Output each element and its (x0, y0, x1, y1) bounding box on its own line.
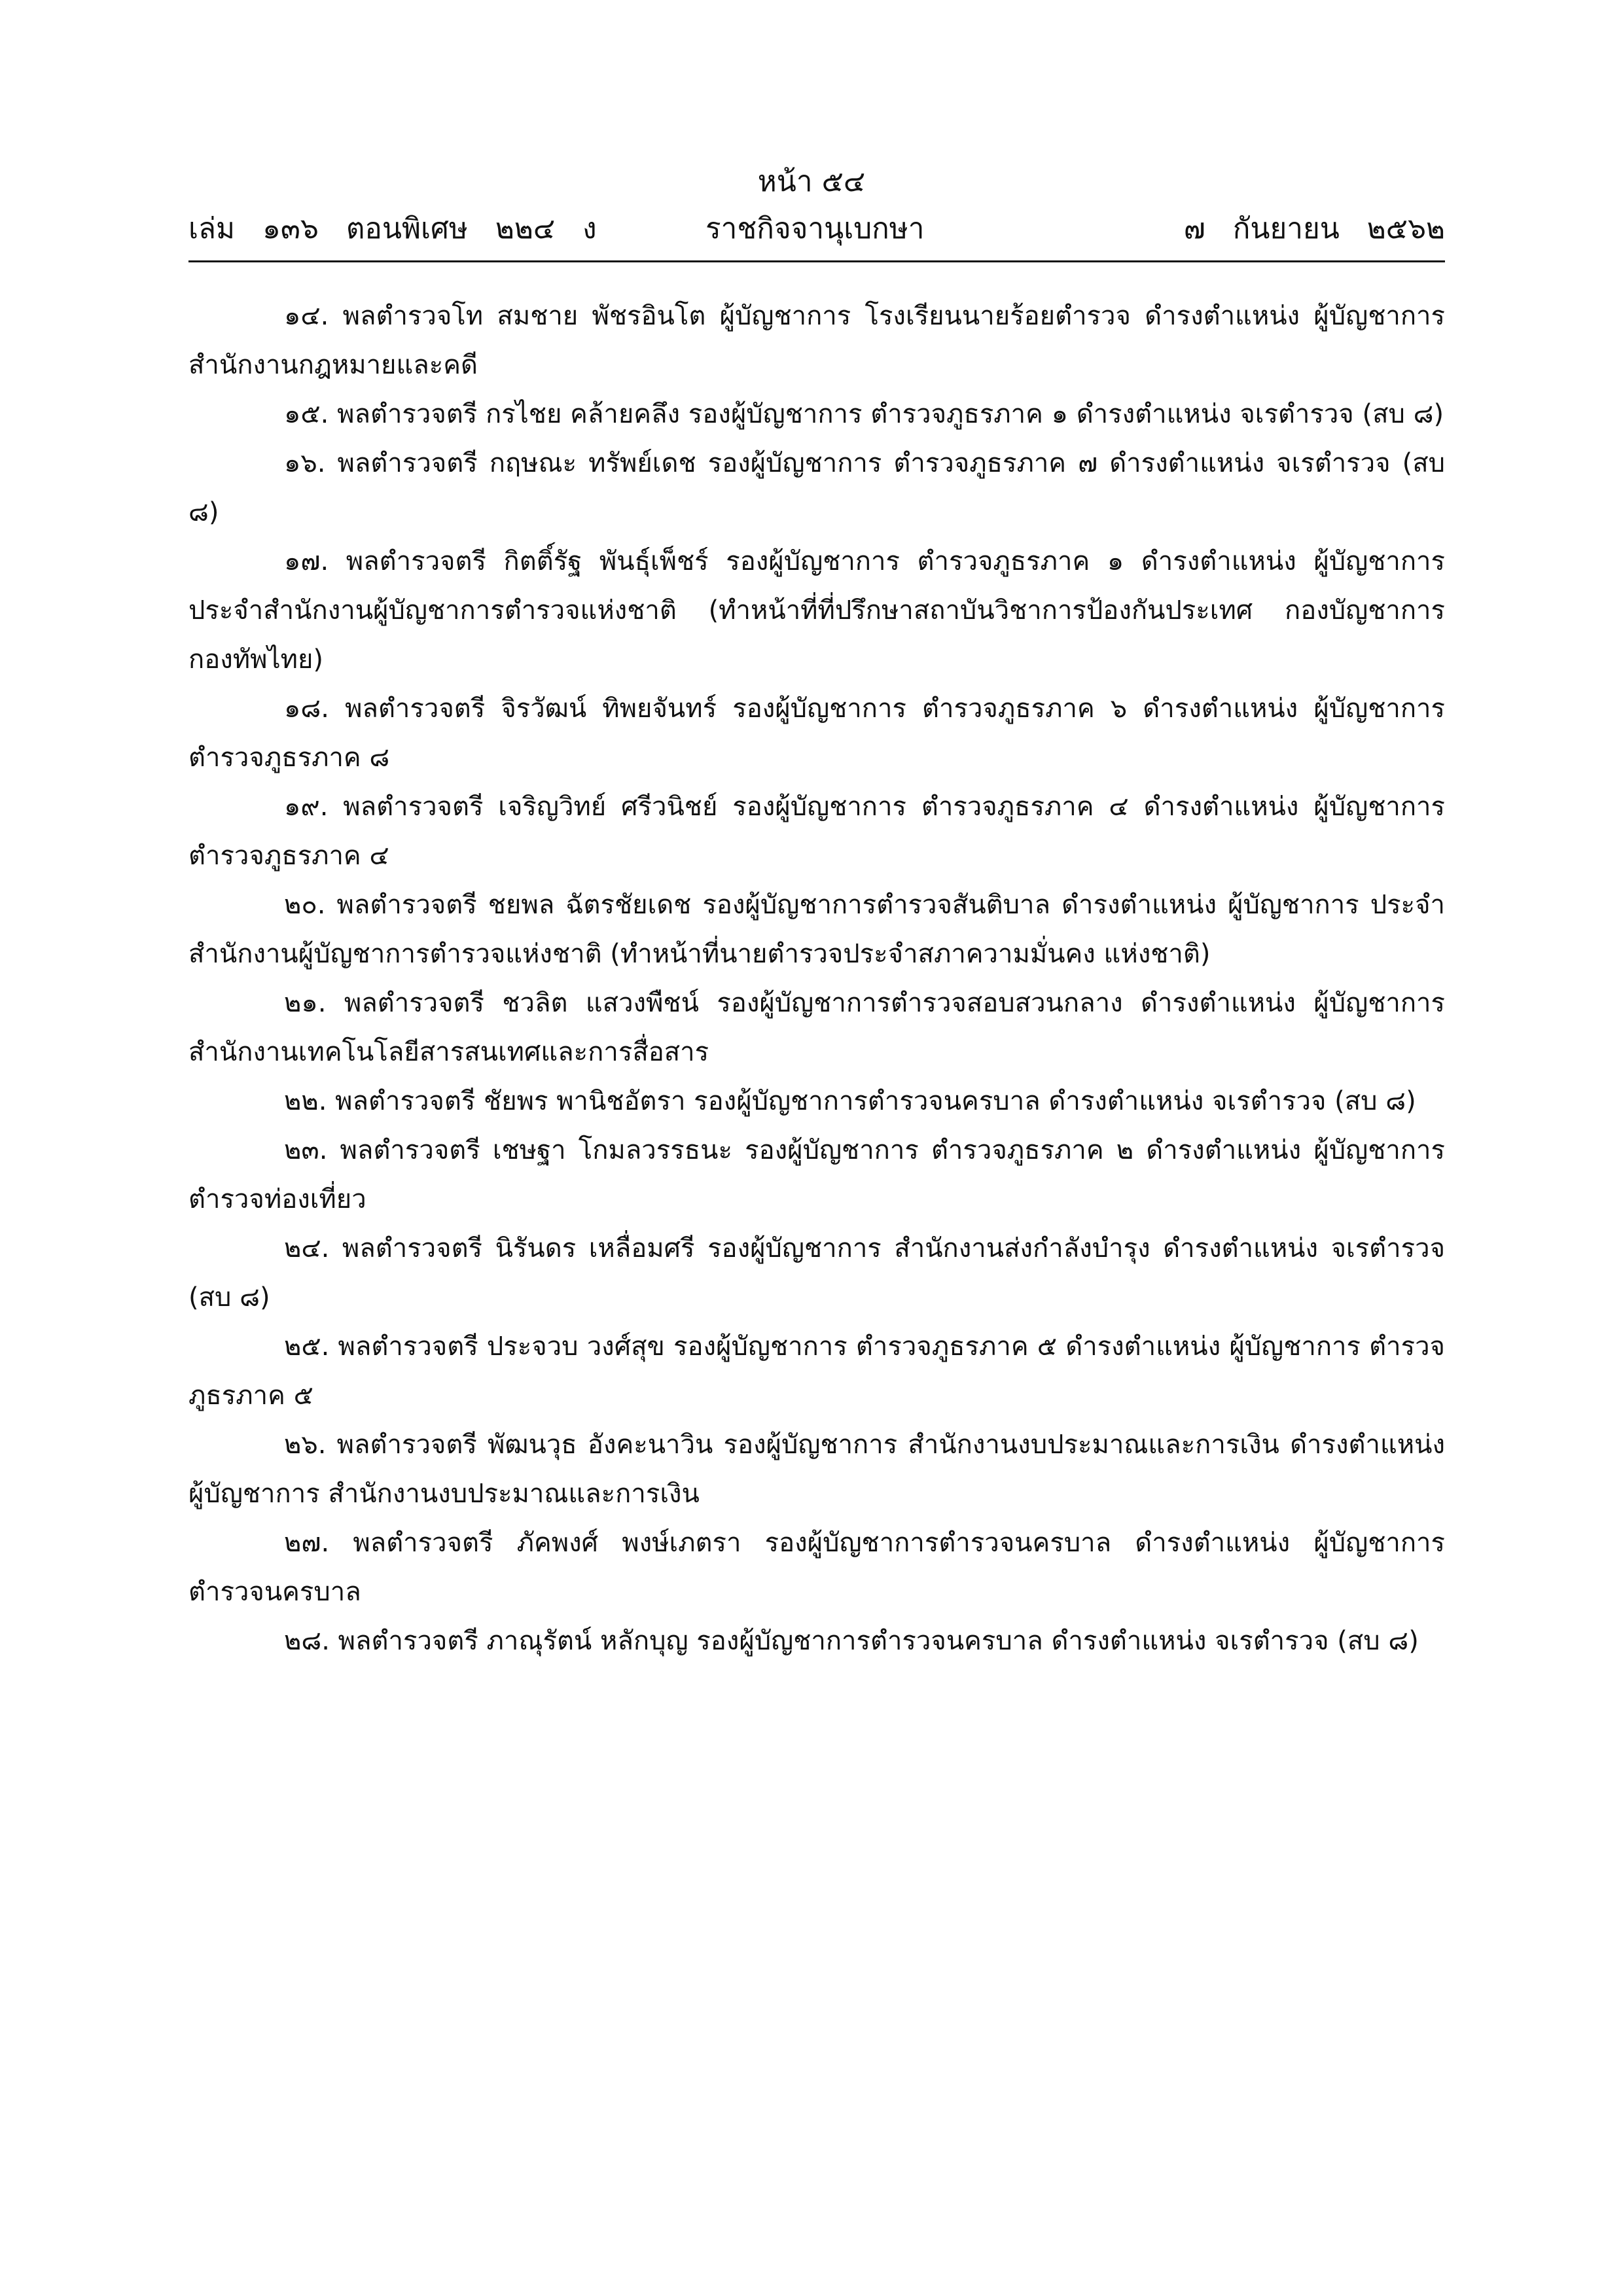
list-item: ๑๙. พลตำรวจตรี เจริญวิทย์ ศรีวนิชย์ รองผู้บัญชาการ ตำรวจภูธรภาค ๔ ดำรงตำแหน่ง ผู้บัญชาการ ตำรวจภูธรภาค ๔ (188, 792, 1445, 871)
list-item: ๒๕. พลตำรวจตรี ประจวบ วงศ์สุข รองผู้บัญชาการ ตำรวจภูธรภาค ๕ ดำรงตำแหน่ง ผู้บัญชาการ ตำรวจภูธรภาค ๕ (188, 1332, 1445, 1411)
list-item: ๒๗. พลตำรวจตรี ภัคพงศ์ พงษ์เภตรา รองผู้บัญชาการตำรวจนครบาล ดำรงตำแหน่ง ผู้บัญชาการตำรวจนครบาล (188, 1528, 1445, 1607)
list-item: ๒๒. พลตำรวจตรี ชัยพร พานิชอัตรา รองผู้บัญชาการตำรวจนครบาล ดำรงตำแหน่ง จเรตำรวจ (สบ ๘) (284, 1086, 1416, 1116)
document-body (188, 292, 1445, 1666)
list-item: ๒๑. พลตำรวจตรี ชวลิต แสวงพืชน์ รองผู้บัญชาการตำรวจสอบสวนกลาง ดำรงตำแหน่ง ผู้บัญชาการ สำนักงานเทคโนโลยีสารสนเทศและการสื่อสาร (188, 988, 1445, 1067)
list-item: ๒๐. พลตำรวจตรี ชยพล ฉัตรชัยเดช รองผู้บัญชาการตำรวจสันติบาล ดำรงตำแหน่ง ผู้บัญชาการ ประจำสำนักงานผู้บัญชาการตำรวจแห่งชาติ (ทำหน้าที่นายตำรวจประจำสภาความมั่นคง แห่งชาติ) (188, 890, 1445, 969)
publication-date: ๗ กันยายน ๒๕๖๒ (1183, 212, 1445, 245)
page-number: หน้า ๕๔ (757, 165, 866, 198)
list-item: ๒๘. พลตำรวจตรี ภาณุรัตน์ หลักบุญ รองผู้บัญชาการตำรวจนครบาล ดำรงตำแหน่ง จเรตำรวจ (สบ ๘) (284, 1626, 1419, 1656)
list-item: ๒๓. พลตำรวจตรี เชษฐา โกมลวรรธนะ รองผู้บัญชาการ ตำรวจภูธรภาค ๒ ดำรงตำแหน่ง ผู้บัญชาการตำรวจท่องเที่ยว (188, 1135, 1445, 1214)
list-item: ๑๘. พลตำรวจตรี จิรวัฒน์ ทิพยจันทร์ รองผู้บัญชาการ ตำรวจภูธรภาค ๖ ดำรงตำแหน่ง ผู้บัญชาการ ตำรวจภูธรภาค ๘ (188, 694, 1445, 773)
gazette-header (188, 209, 1445, 254)
list-item: ๑๗. พลตำรวจตรี กิตติ์รัฐ พันธุ์เพ็ชร์ รองผู้บัญชาการ ตำรวจภูธรภาค ๑ ดำรงตำแหน่ง ผู้บัญชาการ ประจำสำนักงานผู้บัญชาการตำรวจแห่งชาติ (ทำหน้าที่ที่ปรึกษาสถาบันวิชาการป้องกันประเทศ กองบัญชาการกองทัพไทย) (188, 546, 1445, 675)
list-item: ๑๖. พลตำรวจตรี กฤษณะ ทรัพย์เดช รองผู้บัญชาการ ตำรวจภูธรภาค ๗ ดำรงตำแหน่ง จเรตำรวจ (สบ ๘) (188, 448, 1445, 527)
list-item: ๒๖. พลตำรวจตรี พัฒนวุธ อังคะนาวิน รองผู้บัญชาการ สำนักงานงบประมาณและการเงิน ดำรงตำแหน่ง ผู้บัญชาการ สำนักงานงบประมาณและการเงิน (188, 1430, 1445, 1509)
list-item: ๒๔. พลตำรวจตรี นิรันดร เหลื่อมศรี รองผู้บัญชาการ สำนักงานส่งกำลังบำรุง ดำรงตำแหน่ง จเรตำรวจ (สบ ๘) (188, 1233, 1445, 1313)
list-item: ๑๔. พลตำรวจโท สมชาย พัชรอินโต ผู้บัญชาการ โรงเรียนนายร้อยตำรวจ ดำรงตำแหน่ง ผู้บัญชาการ สำนักงานกฎหมายและคดี (188, 301, 1445, 380)
publication-title: ราชกิจจานุเบกษา (705, 212, 925, 245)
issue-info: เล่ม ๑๓๖ ตอนพิเศษ ๒๒๔ ง (188, 212, 597, 245)
header-divider (188, 260, 1445, 262)
list-item: ๑๕. พลตำรวจตรี กรไชย คล้ายคลึง รองผู้บัญชาการ ตำรวจภูธรภาค ๑ ดำรงตำแหน่ง จเรตำรวจ (สบ ๘) (284, 399, 1444, 429)
